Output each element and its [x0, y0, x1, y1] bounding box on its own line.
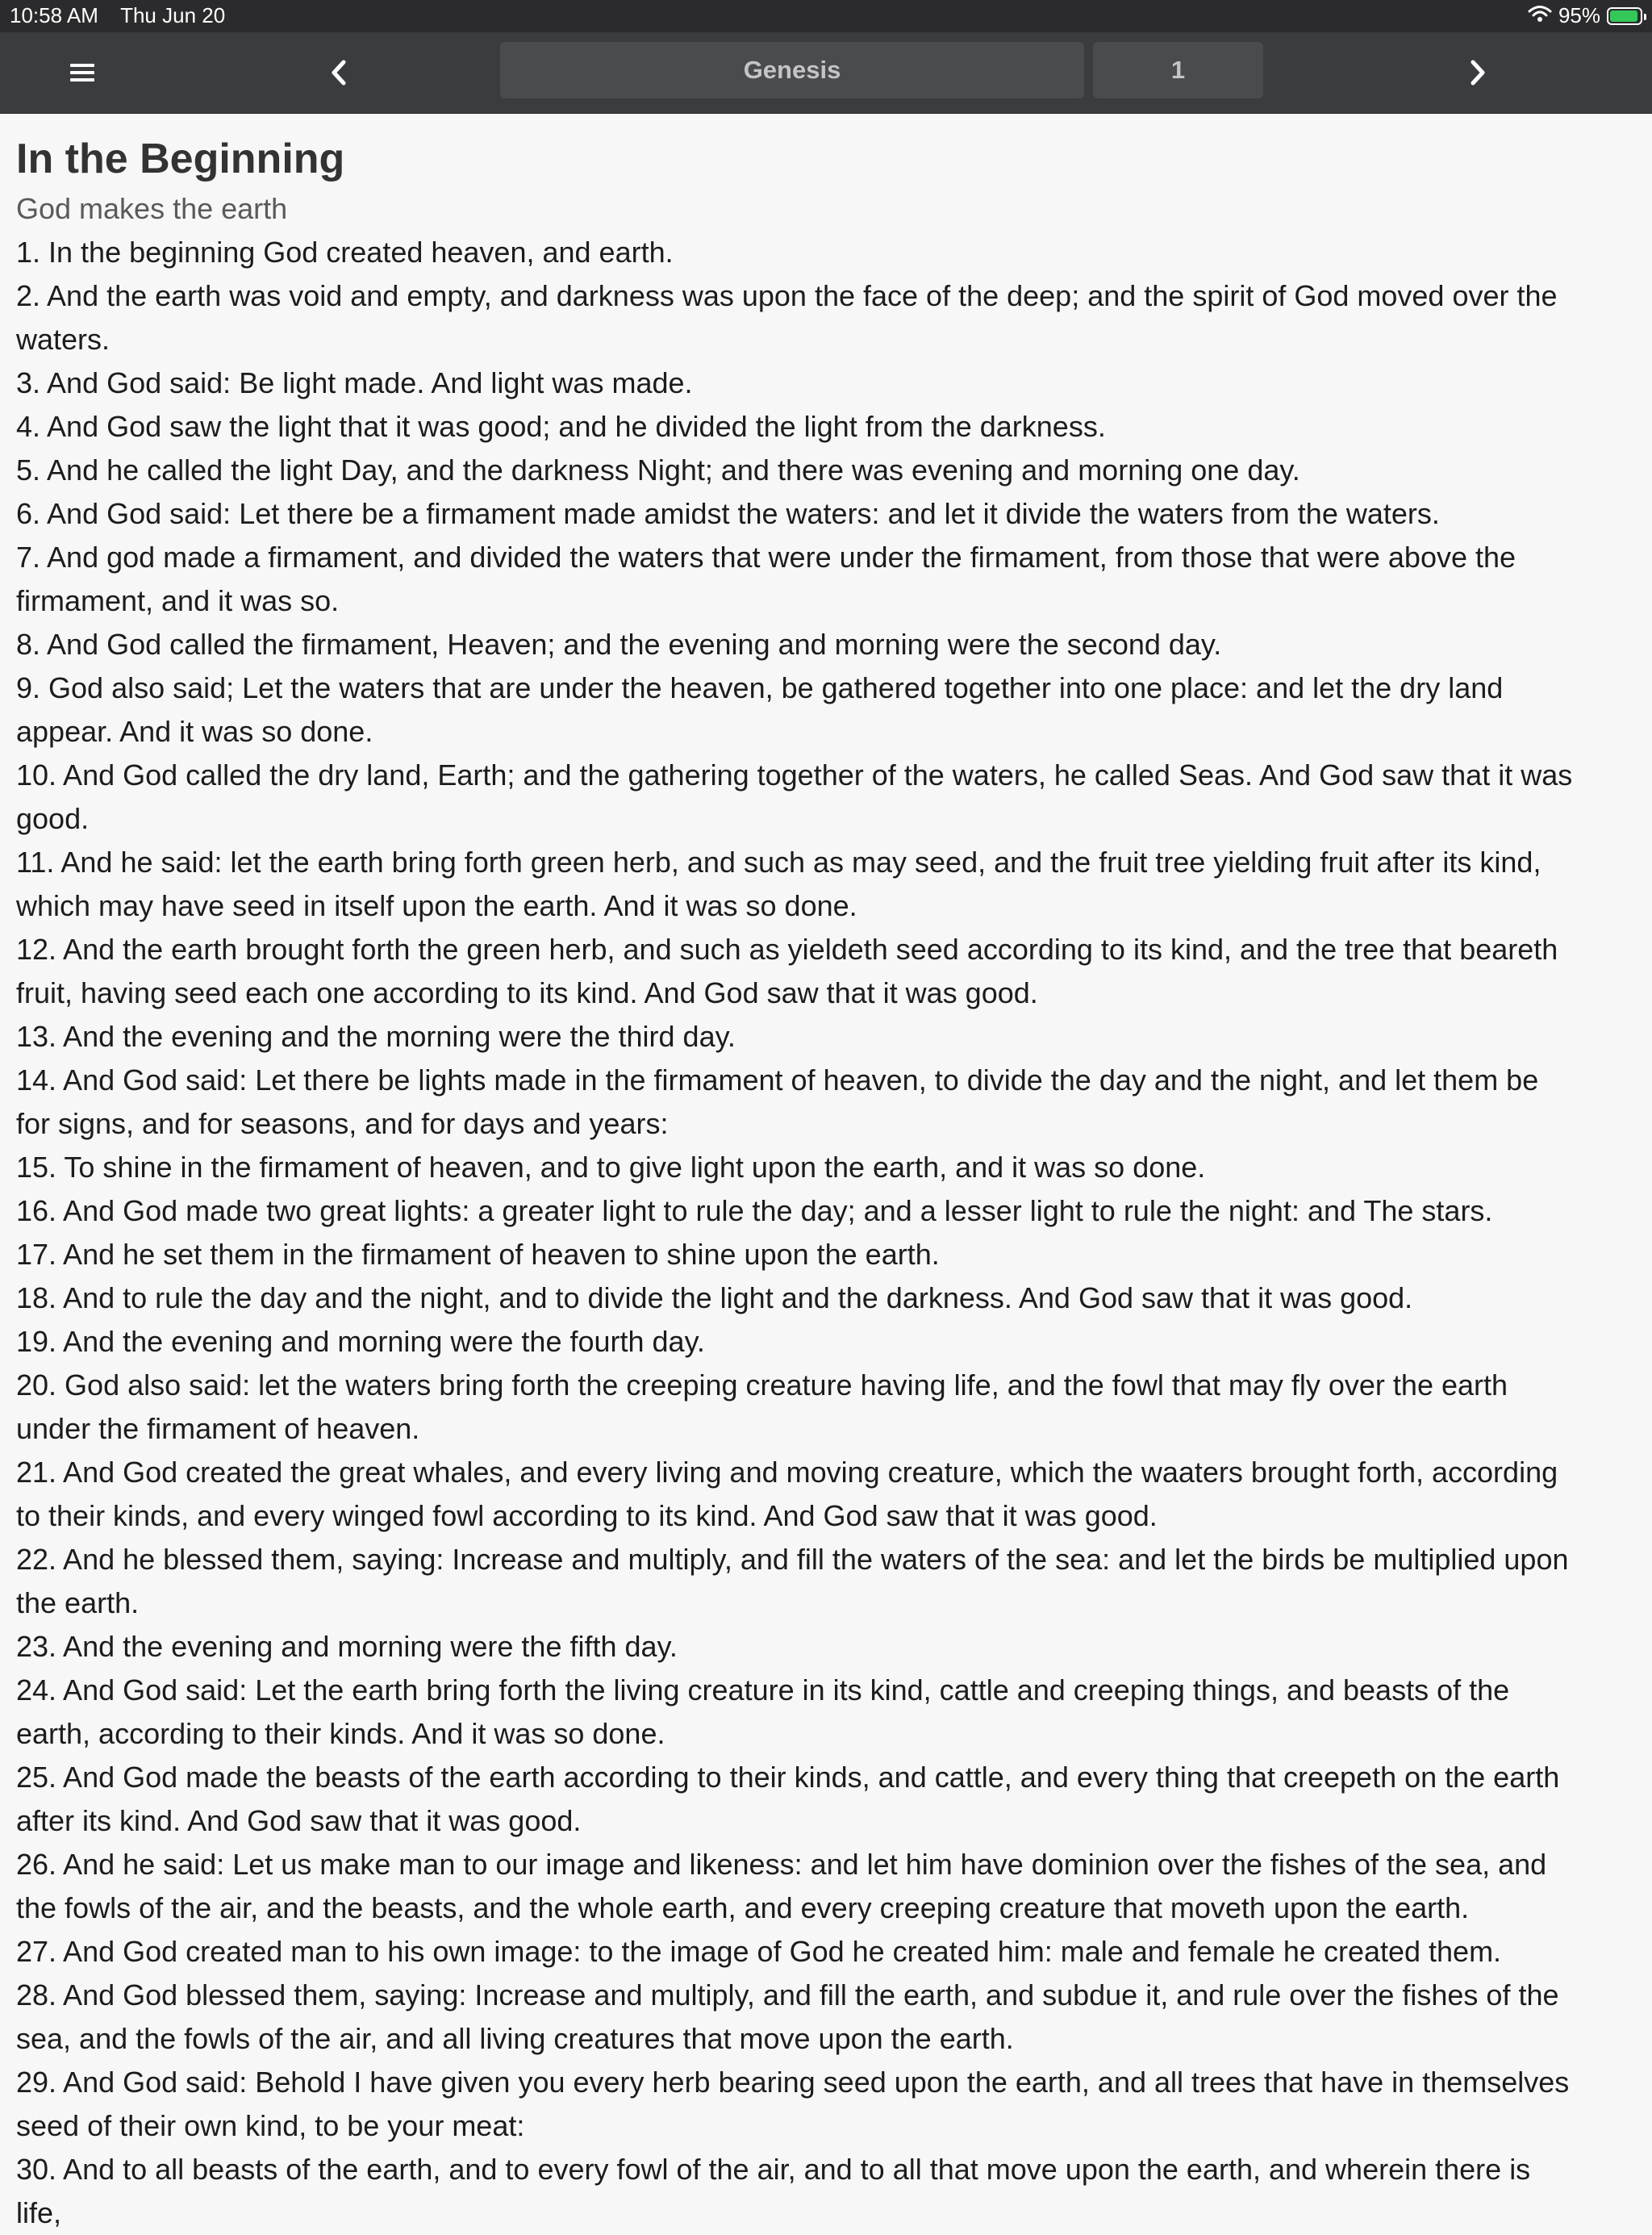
- chapter-selector[interactable]: 1: [1093, 42, 1263, 98]
- status-bar: [0, 0, 1652, 32]
- wifi-icon: [1528, 3, 1552, 28]
- section-title: In the Beginning: [16, 136, 345, 182]
- chapter-content: [16, 131, 1573, 2235]
- verse[interactable]: 10. And God called the dry land, Earth; and the gathering together of the waters, he called Seas. And God saw that it was good.: [16, 758, 1573, 835]
- chevron-left-icon[interactable]: [298, 32, 379, 113]
- verse[interactable]: 5. And he called the light Day, and the darkness Night; and there was evening and morning one day.: [16, 453, 1300, 487]
- verse[interactable]: 2. And the earth was void and empty, and darkness was upon the face of the deep; and the spirit of God moved over the waters.: [16, 279, 1558, 356]
- verse[interactable]: 9. God also said; Let the waters that are under the heaven, be gathered together into one place: and let the dry land appear. And it was so done.: [16, 671, 1504, 748]
- verse[interactable]: 15. To shine in the firmament of heaven, and to give light upon the earth, and it was so done.: [16, 1151, 1206, 1184]
- verse[interactable]: 12. And the earth brought forth the green herb, and such as yieldeth seed according to its kind, and the tree that beareth fruit, having seed each one according to its kind. And God saw that it was good.: [16, 933, 1558, 1009]
- verse[interactable]: 11. And he said: let the earth bring forth green herb, and such as may seed, and the fruit tree yielding fruit after its kind, which may have seed in itself upon the earth. And it was so done.: [16, 846, 1541, 922]
- verse[interactable]: 7. And god made a firmament, and divided the waters that were under the firmament, from those that were above the firmament, and it was so.: [16, 541, 1516, 617]
- section-subtitle: God makes the earth: [16, 192, 288, 225]
- verse[interactable]: 19. And the evening and morning were the fourth day.: [16, 1325, 705, 1358]
- verse[interactable]: 23. And the evening and morning were the fifth day.: [16, 1630, 678, 1663]
- verse[interactable]: 22. And he blessed them, saying: Increase and multiply, and fill the waters of the sea: and let the birds be multiplied upon the earth.: [16, 1543, 1569, 1619]
- verse[interactable]: 14. And God said: Let there be lights made in the firmament of heaven, to divide the day and the night, and let them be for signs, and for seasons, and for days and years:: [16, 1063, 1539, 1140]
- verse[interactable]: 8. And God called the firmament, Heaven; and the evening and morning were the second day.: [16, 628, 1222, 661]
- status-left: [10, 3, 225, 28]
- verse[interactable]: 28. And God blessed them, saying: Increase and multiply, and fill the earth, and subdue it, and rule over the fishes of the sea, and the fowls of the air, and all living creatures that move upon the earth.: [16, 1978, 1559, 2055]
- verse[interactable]: 1. In the beginning God created heaven, and earth.: [16, 236, 674, 269]
- verse[interactable]: 20. God also said: let the waters bring forth the creeping creature having life, and the fowl that may fly over the earth under the firmament of heaven.: [16, 1368, 1508, 1445]
- navigation-bar: [0, 32, 1652, 114]
- verse[interactable]: 21. And God created the great whales, and every living and moving creature, which the waaters brought forth, according to their kinds, and every winged fowl according to its kind. And God saw that it was good.: [16, 1456, 1558, 1532]
- battery-level-fill: [1610, 10, 1637, 22]
- verse[interactable]: 17. And he set them in the firmament of heaven to shine upon the earth.: [16, 1238, 940, 1271]
- battery-percent: 95%: [1558, 3, 1600, 27]
- chevron-right-icon[interactable]: [1437, 32, 1518, 113]
- battery-icon: [1607, 7, 1642, 25]
- verse[interactable]: 18. And to rule the day and the night, and to divide the light and the darkness. And God saw that it was good.: [16, 1281, 1413, 1314]
- verse[interactable]: 27. And God created man to his own image: to the image of God he created him: male and female he created them.: [16, 1935, 1502, 1968]
- verse[interactable]: 13. And the evening and the morning were the third day.: [16, 1020, 736, 1053]
- verse[interactable]: 25. And God made the beasts of the earth according to their kinds, and cattle, and every thing that creepeth on the earth after its kind. And God saw that it was good.: [16, 1761, 1560, 1837]
- verse-list: [16, 231, 1573, 2235]
- verse[interactable]: 3. And God said: Be light made. And light was made.: [16, 366, 693, 399]
- battery-tip: [1644, 14, 1646, 20]
- status-time: 10:58 AM: [10, 3, 98, 27]
- verse[interactable]: 16. And God made two great lights: a greater light to rule the day; and a lesser light to rule the night: and The stars.: [16, 1194, 1493, 1227]
- status-right: [1528, 3, 1642, 28]
- verse[interactable]: 6. And God said: Let there be a firmament made amidst the waters: and let it divide the waters from the waters.: [16, 497, 1440, 530]
- status-date: Thu Jun 20: [120, 3, 226, 27]
- verse[interactable]: 4. And God saw the light that it was good; and he divided the light from the darkness.: [16, 410, 1106, 443]
- hamburger-menu-icon[interactable]: [42, 32, 123, 113]
- verse[interactable]: 30. And to all beasts of the earth, and to every fowl of the air, and to all that move upon the earth, and wherein there is life,: [16, 2153, 1531, 2229]
- verse[interactable]: 24. And God said: Let the earth bring forth the living creature in its kind, cattle and creeping things, and beasts of the earth, according to their kinds. And it was so done.: [16, 1673, 1510, 1750]
- book-selector[interactable]: Genesis: [500, 42, 1084, 98]
- verse[interactable]: 29. And God said: Behold I have given you every herb bearing seed upon the earth, and all trees that have in themselves seed of their own kind, to be your meat:: [16, 2066, 1570, 2142]
- verse[interactable]: 26. And he said: Let us make man to our image and likeness: and let him have dominion over the fishes of the sea, and the fowls of the air, and the beasts, and the whole earth, and every creeping creature that moveth upon the earth.: [16, 1848, 1547, 1924]
